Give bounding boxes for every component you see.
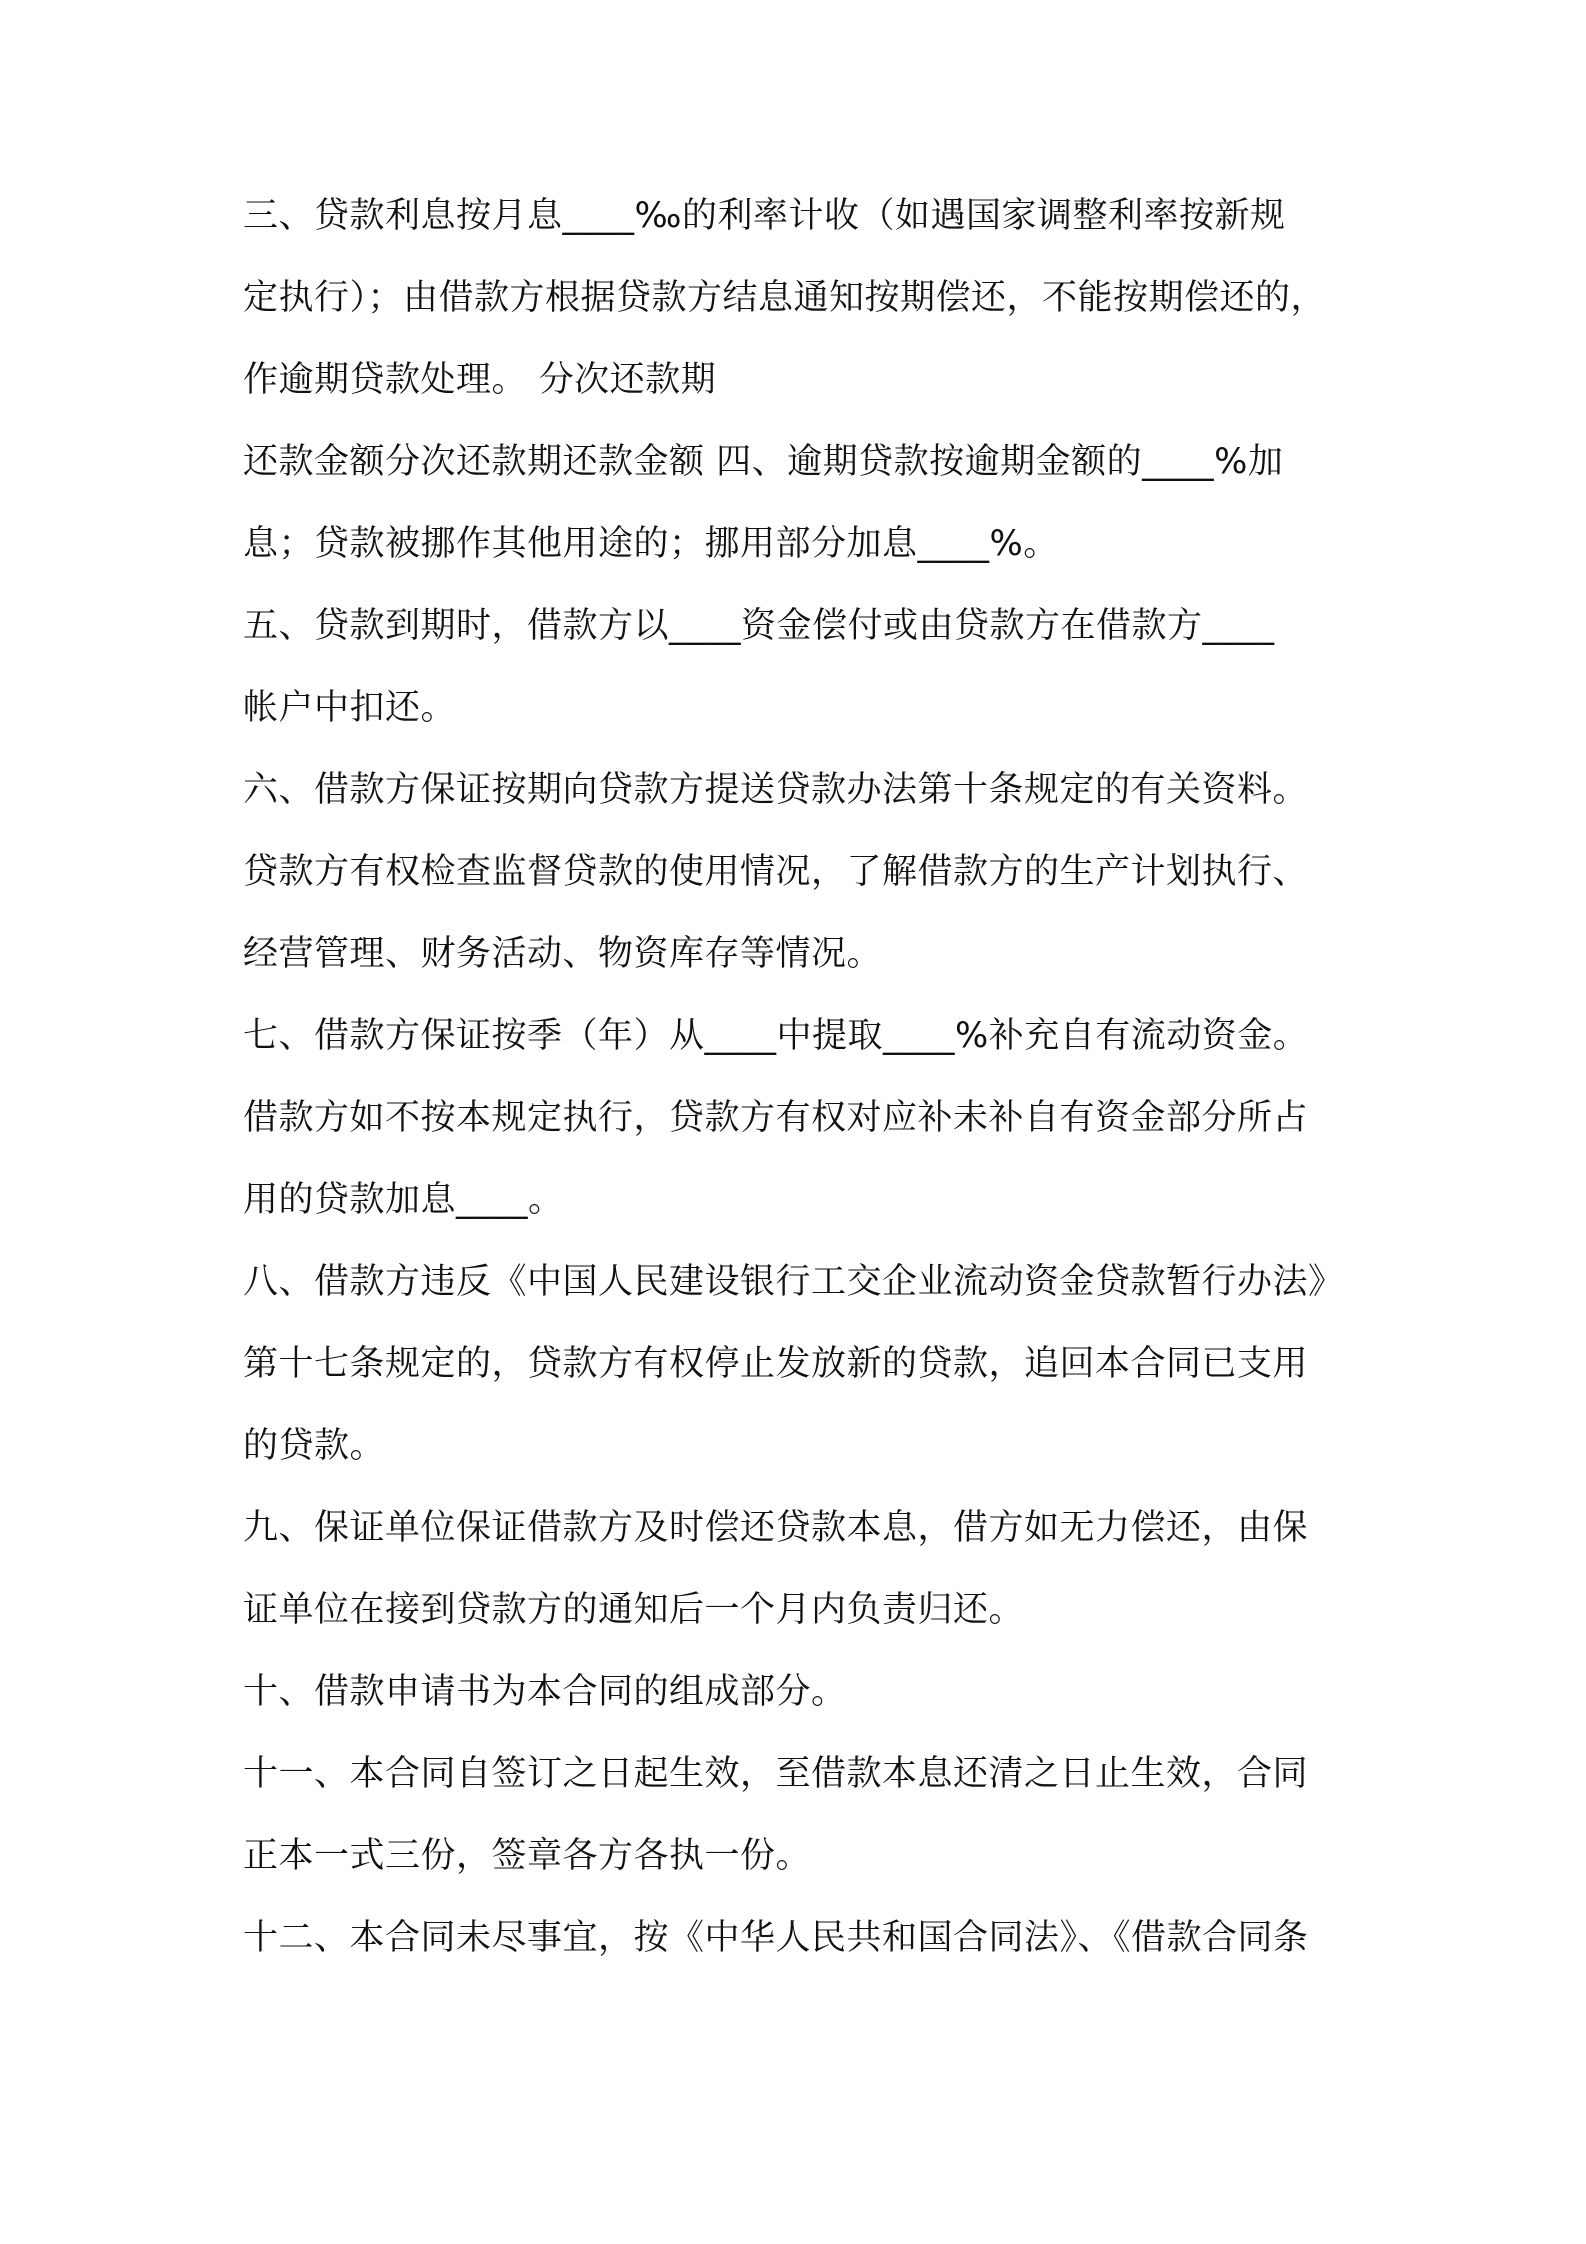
text-line: 的贷款。 (243, 1426, 386, 1466)
text-line: 经营管理、财务活动、物资库存等情况。 (243, 934, 883, 974)
text-line: 十、借款申请书为本合同的组成部分。 (243, 1672, 847, 1712)
text-line: 帐户中扣还。 (243, 688, 457, 728)
text-line: 七、借款方保证按季（年）从____中提取____%补充自有流动资金。 (243, 1016, 1309, 1056)
text-line: 八、借款方违反《中国人民建设银行工交企业流动资金贷款暂行办法》 (243, 1262, 1344, 1302)
text-line: 三、贷款利息按月息____‰的利率计收（如遇国家调整利率按新规 (243, 196, 1286, 236)
text-line: 正本一式三份，签章各方各执一份。 (243, 1836, 812, 1876)
text-line: 十二、本合同未尽事宜，按《中华人民共和国合同法》、《借款合同条 (243, 1918, 1309, 1958)
text-line: 十一、本合同自签订之日起生效，至借款本息还清之日止生效，合同 (243, 1754, 1309, 1794)
text-line: 还款金额分次还款期还款金额 四、逾期贷款按逾期金额的____%加 (243, 442, 1284, 482)
text-line: 用的贷款加息____。 (243, 1180, 564, 1220)
text-line: 贷款方有权检查监督贷款的使用情况，了解借款方的生产计划执行、 (243, 852, 1309, 892)
text-line: 作逾期贷款处理。 分次还款期 (243, 360, 717, 400)
text-line: 证单位在接到贷款方的通知后一个月内负责归还。 (243, 1590, 1025, 1630)
text-line: 借款方如不按本规定执行，贷款方有权对应补未补自有资金部分所占 (243, 1098, 1309, 1138)
text-line: 九、保证单位保证借款方及时偿还贷款本息，借方如无力偿还，由保 (243, 1508, 1309, 1548)
text-line: 六、借款方保证按期向贷款方提送贷款办法第十条规定的有关资料。 (243, 770, 1309, 810)
text-line: 息；贷款被挪作其他用途的；挪用部分加息____%。 (243, 524, 1059, 564)
text-line: 定执行）；由借款方根据贷款方结息通知按期偿还，不能按期偿还的， (243, 278, 1327, 318)
text-line: 五、贷款到期时，借款方以____资金偿付或由贷款方在借款方____ (243, 606, 1275, 646)
contract-text (243, 195, 1373, 1999)
text-line: 第十七条规定的，贷款方有权停止发放新的贷款，追回本合同已支用 (243, 1344, 1309, 1384)
